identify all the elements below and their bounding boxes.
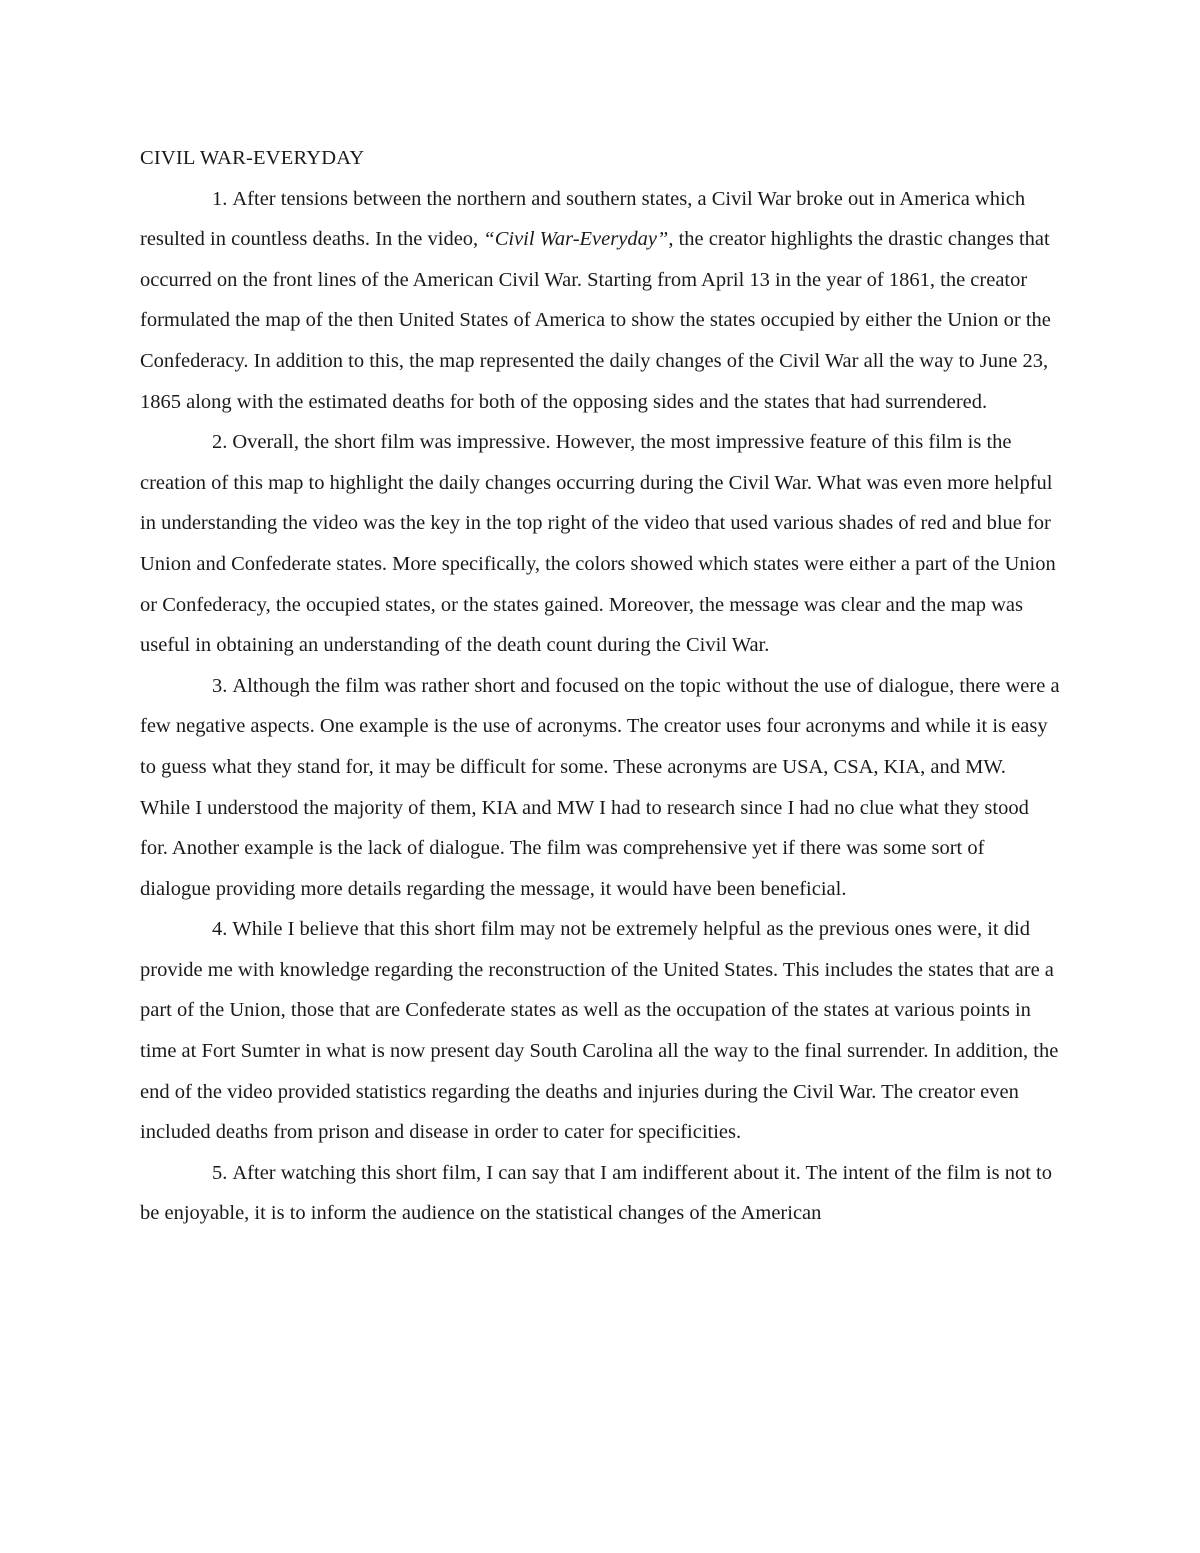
- paragraph-5: [140, 1153, 1060, 1234]
- paragraph-number: 5.: [212, 1161, 228, 1184]
- paragraph-number: 2.: [212, 431, 228, 454]
- document-title: CIVIL WAR-EVERYDAY: [140, 147, 365, 169]
- paragraph-text: Although the film was rather short and focused on the topic without the use of dialogue, there were a few negative aspects. One example is the use of acronyms. The creator uses four acronyms and while it is easy to guess what they stand for, it may be difficult for some. These acronyms are USA, CSA, KIA, and MW. While I understood the majority of them, KIA and MW I had to research since I had no clue what they stood for. Another example is the lack of dialogue. The film was comprehensive yet if there was some sort of dialogue providing more details regarding the message, it would have been beneficial.: [140, 674, 1060, 900]
- paragraph-text: While I believe that this short film may not be extremely helpful as the previous ones were, it did provide me with knowledge regarding the reconstruction of the United States. This includes the states that are a part of the Union, those that are Confederate states as well as the occupation of the states at various points in time at Fort Sumter in what is now present day South Carolina all the way to the final surrender. In addition, the end of the video provided statistics regarding the deaths and injuries during the Civil War. The creator even included deaths from prison and disease in order to cater for specificities.: [140, 918, 1059, 1144]
- paragraph-number: 1.: [212, 187, 228, 210]
- paragraph-text: After watching this short film, I can say that I am indifferent about it. The intent of the film is not to be enjoyable, it is to inform the audience on the statistical changes of the American: [140, 1161, 1053, 1225]
- paragraph-text: After tensions between the northern and southern states, a Civil War broke out in America which resulted in countless deaths. In the video,: [140, 187, 1026, 251]
- paragraph-3: [140, 666, 1060, 910]
- paragraph-number: 4.: [212, 918, 228, 941]
- paragraph-number: 3.: [212, 674, 228, 697]
- video-title-italic: “Civil War-Everyday”: [483, 228, 669, 251]
- document-body: [140, 138, 1060, 1234]
- paragraph-text: , the creator highlights the drastic changes that occurred on the front lines of the American Civil War. Starting from April 13 in the year of 1861, the creator formulated the map of the then United States of America to show the states occupied by either the Union or the Confederacy. In addition to this, the map represented the daily changes of the Civil War all the way to June 23, 1865 along with the estimated deaths for both of the opposing sides and the states that had surrendered.: [140, 228, 1051, 413]
- paragraph-text: Overall, the short film was impressive. However, the most impressive feature of this film is the creation of this map to highlight the daily changes occurring during the Civil War. What was even more helpful in understanding the video was the key in the top right of the video that used various shades of red and blue for Union and Confederate states. More specifically, the colors showed which states were either a part of the Union or Confederacy, the occupied states, or the states gained. Moreover, the message was clear and the map was useful in obtaining an understanding of the death count during the Civil War.: [140, 431, 1056, 657]
- paragraph-2: [140, 422, 1060, 666]
- paragraph-4: [140, 909, 1060, 1153]
- paragraph-1: [140, 179, 1060, 423]
